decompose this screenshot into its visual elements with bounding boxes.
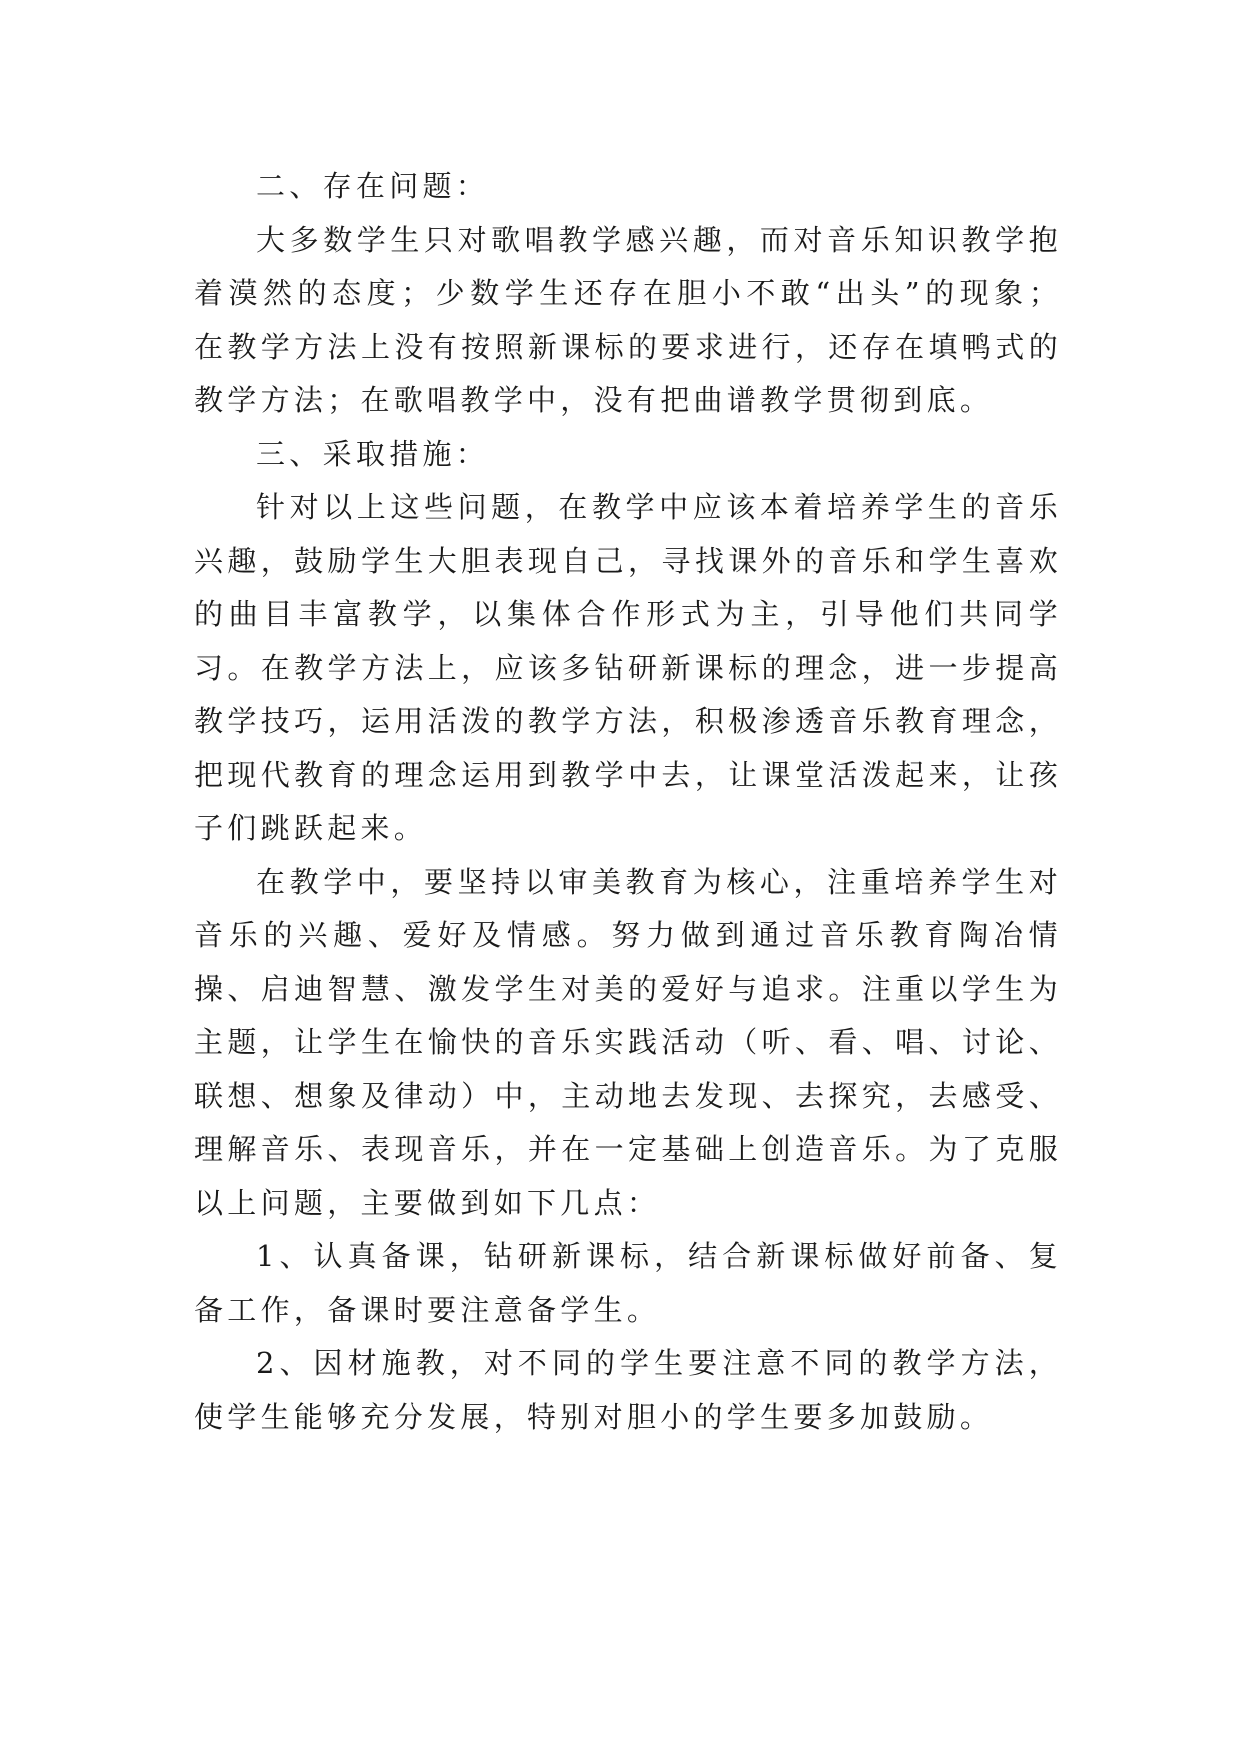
document-body <box>194 160 1062 1444</box>
list-item-2: 2、因材施教，对不同的学生要注意不同的教学方法，使学生能够充分发展，特别对胆小的学生要多加鼓励。 <box>194 1346 1062 1434</box>
section-heading-measures: 三、采取措施： <box>256 436 490 471</box>
section-heading-problems: 二、存在问题： <box>256 169 490 203</box>
list-item-1: 1、认真备课，钻研新课标，结合新课标做好前备、复备工作，备课时要注意备学生。 <box>194 1239 1062 1327</box>
paragraph-measures: 针对以上这些问题，在教学中应该本着培养学生的音乐兴趣，鼓励学生大胆表现自己，寻找课外的音乐和学生喜欢的曲目丰富教学，以集体合作形式为主，引导他们共同学习。在教学方法上，应该多钻研新课标的理念，进一步提高教学技巧，运用活泼的教学方法，积极渗透音乐教育理念，把现代教育的理念运用到教学中去，让课堂活泼起来，让孩子们跳跃起来。 <box>194 490 1062 845</box>
paragraph-problems: 大多数学生只对歌唱教学感兴趣，而对音乐知识教学抱着漠然的态度；少数学生还存在胆小不敢“出头”的现象；在教学方法上没有按照新课标的要求进行，还存在填鸭式的教学方法；在歌唱教学中，没有把曲谱教学贯彻到底。 <box>194 222 1062 417</box>
paragraph-aesthetic-education: 在教学中，要坚持以审美教育为核心，注重培养学生对音乐的兴趣、爱好及情感。努力做到通过音乐教育陶冶情操、启迪智慧、激发学生对美的爱好与追求。注重以学生为主题，让学生在愉快的音乐实践活动（听、看、唱、讨论、联想、想象及律动）中，主动地去发现、去探究，去感受、理解音乐、表现音乐，并在一定基础上创造音乐。为了克服以上问题，主要做到如下几点： <box>194 864 1062 1220</box>
